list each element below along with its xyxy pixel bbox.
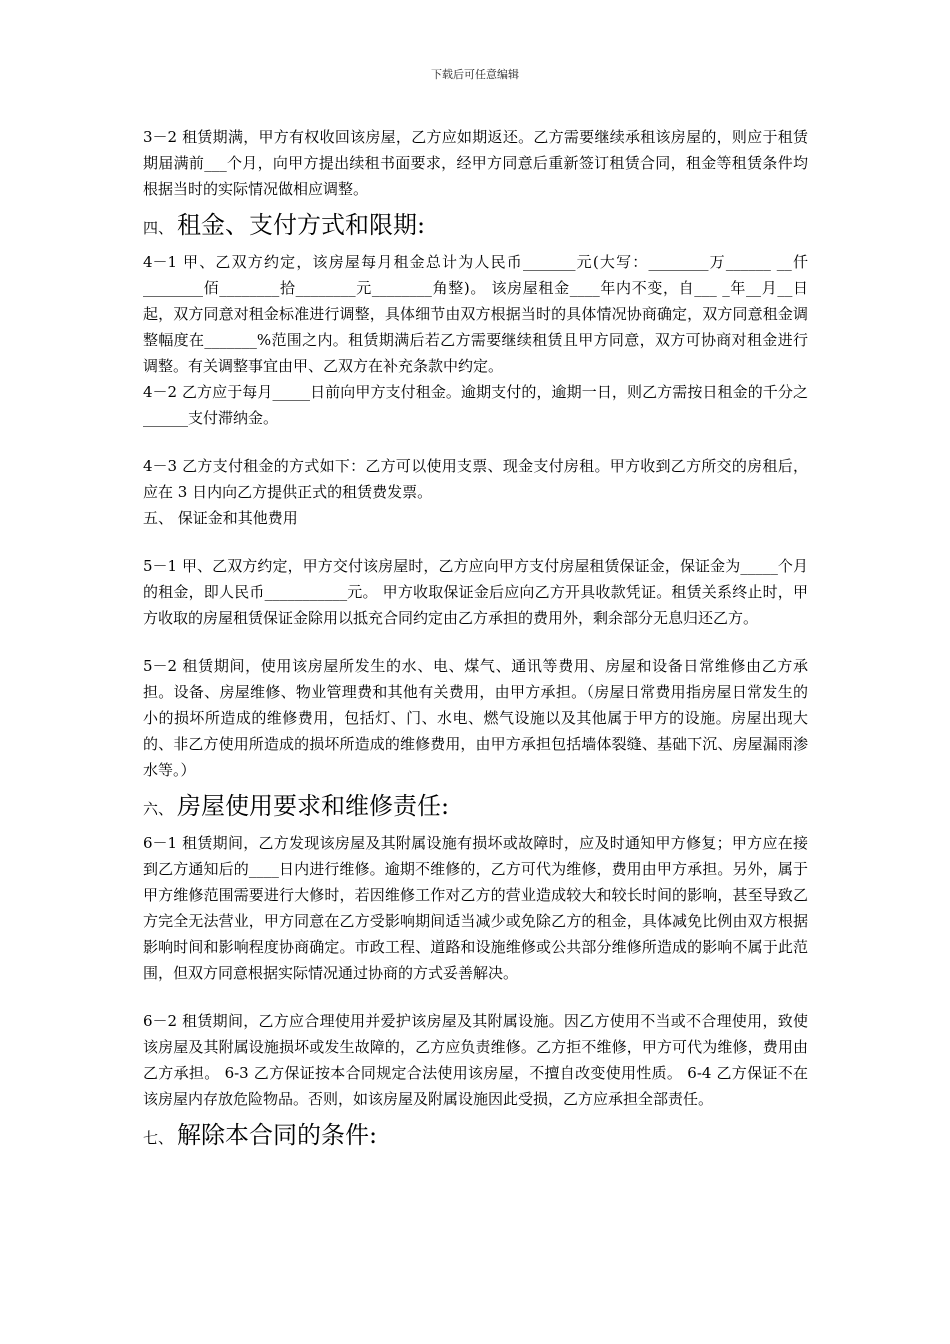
clause-4-3: 4－3 乙方支付租金的方式如下：乙方可以使用支票、现金支付房租。甲方收到乙方所交的房租后，应在 3 日内向乙方提供正式的租赁费发票。 bbox=[143, 457, 808, 501]
section-heading-5: 五、 保证金和其他费用 bbox=[143, 509, 298, 527]
section-heading-7 bbox=[143, 1118, 808, 1155]
spacer bbox=[143, 631, 808, 653]
section-heading-4 bbox=[143, 208, 808, 245]
clause-6-2: 6－2 租赁期间，乙方应合理使用并爱护该房屋及其附属设施。因乙方使用不当或不合理使用，致使该房屋及其附属设施损坏或发生故障的，乙方应负责维修。乙方拒不维修，甲方可代为维修，费用由乙方承担。 6-3 乙方保证按本合同规定合法使用该房屋，不擅自改变使用性质。 6-4 乙方保证不在该房屋内存放危险物品。否则，如该房屋及附属设施因此受损，乙方应承担全部责任。 bbox=[143, 1012, 808, 1108]
clause-5-1: 5－1 甲、乙双方约定，甲方交付该房屋时，乙方应向甲方支付房屋租赁保证金，保证金为_____个月的租金，即人民币___________元。 甲方收取保证金后应向乙方开具收款凭证。租赁关系终止时，甲方收取的房屋租赁保证金除用以抵充合同约定由乙方承担的费用外，剩余部分无息归还乙方。 bbox=[143, 557, 808, 627]
section-title: 房屋使用要求和维修责任: bbox=[177, 792, 450, 820]
spacer bbox=[143, 431, 808, 453]
section-number: 六、 bbox=[143, 800, 174, 818]
clause-6-1: 6－1 租赁期间，乙方发现该房屋及其附属设施有损坏或故障时，应及时通知甲方修复；甲方应在接到乙方通知后的____日内进行维修。逾期不维修的，乙方可代为维修，费用由甲方承担。另外，属于甲方维修范围需要进行大修时，若因维修工作对乙方的营业造成较大和较长时间的影响，甚至导致乙方完全无法营业，甲方同意在乙方受影响期间适当减少或免除乙方的租金，具体减免比例由双方根据影响时间和影响程度协商确定。市政工程、道路和设施维修或公共部分维修所造成的影响不属于此范围，但双方同意根据实际情况通过协商的方式妥善解决。 bbox=[143, 834, 808, 982]
clause-3-2: 3－2 租赁期满，甲方有权收回该房屋，乙方应如期返还。乙方需要继续承租该房屋的，则应于租赁期届满前___个月，向甲方提出续租书面要求，经甲方同意后重新签订租赁合同，租金等租赁条件均根据当时的实际情况做相应调整。 bbox=[143, 128, 808, 198]
page-header: 下载后可任意编辑 bbox=[431, 68, 519, 81]
section-number: 七、 bbox=[143, 1129, 174, 1147]
clause-4-2: 4－2 乙方应于每月_____日前向甲方支付租金。逾期支付的，逾期一日，则乙方需按日租金的千分之______支付滞纳金。 bbox=[143, 383, 808, 427]
section-title: 解除本合同的条件: bbox=[177, 1121, 378, 1149]
section-number: 四、 bbox=[143, 219, 174, 237]
clause-4-1: 4－1 甲、乙双方约定，该房屋每月租金总计为人民币_______元(大写：________万______ __仟________佰________拾________元________角整)。 该房屋租金____年内不变，自___ _年__月__日起，双方同意对租金标准进行调整，具体细节由双方根据当时的具体情况协商确定，双方同意租金调整幅度在_______%范围之内。租赁期满后若乙方需要继续租赁且甲方同意，双方可协商对租金进行调整。有关调整事宜由甲、乙双方在补充条款中约定。 bbox=[143, 253, 808, 375]
spacer bbox=[143, 986, 808, 1008]
spacer bbox=[143, 531, 808, 553]
document-body bbox=[143, 124, 808, 1159]
section-title: 租金、支付方式和限期: bbox=[177, 211, 426, 239]
section-heading-6 bbox=[143, 789, 808, 826]
clause-5-2: 5－2 租赁期间，使用该房屋所发生的水、电、煤气、通讯等费用、房屋和设备日常维修由乙方承担。设备、房屋维修、物业管理费和其他有关费用，由甲方承担。（房屋日常费用指房屋日常发生的小的损坏所造成的维修费用，包括灯、门、水电、燃气设施以及其他属于甲方的设施。房屋出现大的、非乙方使用所造成的损坏所造成的维修费用，由甲方承担包括墙体裂缝、基础下沉、房屋漏雨渗水等。） bbox=[143, 657, 808, 779]
